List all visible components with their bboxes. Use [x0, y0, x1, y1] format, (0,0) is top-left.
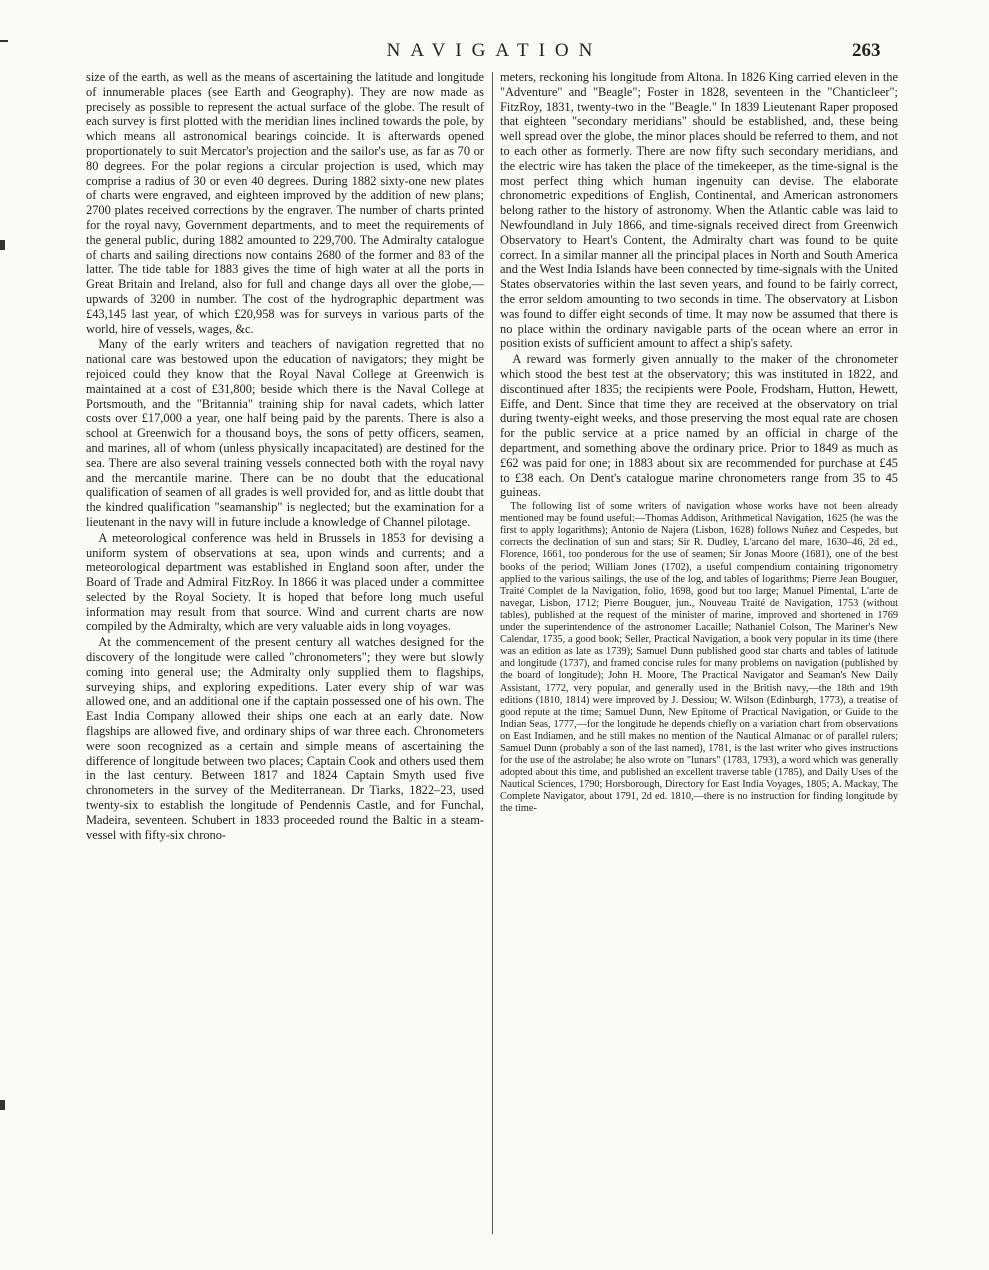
margin-mark [0, 240, 5, 250]
margin-mark [0, 40, 8, 42]
bibliography-note: The following list of some writers of navigation whose works have not been already mentioned may be found useful:—Thomas Addison, Arithmetical Navigation, 1625 (he was the first to apply logarithms); Antonio de Najera (Lisbon, 1628) follows Nuñez and Cespedes, but corrects the declination of sun and stars; Sir R. Dudley, L'arcano del mare, 1630–46, 2d ed., Florence, 1661, too ponderous for the use of seamen; Sir Jonas Moore (1681), one of the best books of the period; William Jones (1702), a useful compendium containing trigonometry applied to the various sailings, the use of the log, and tables of logarithms; Pierre Jean Bouguer, Traité Complet de la Navigation, folio, 1698, good but too large; Manuel Pimental, L'arte de navegar, Lisbon, 1712; Pierre Bouguer, jun., Nouveau Traité de Navigation, 1753 (without tables), published at the request of the minister of marine, improved and shortened in 1769 under the superintendence of the astronomer Lacaille; Nathaniel Colson, The Mariner's New Calendar, 1735, a good book; Seller, Practical Navigation, a book very popular in its time (there was an edition as late as 1739); Samuel Dunn published good star charts and tables of latitude and longitude (1737), and framed concise rules for many problems on navigation (published by the board of longitude); John H. Moore, The Practical Navigator and Seaman's New Daily Assistant, 1772, very popular, and generally used in the British navy,—the 18th and 19th editions (1810, 1814) were improved by J. Dessiou; W. Wilson (Edinburgh, 1773), a treatise of good repute at the time; Samuel Dunn, New Epitome of Practical Navigation, or Guide to the Indian Seas, 1777,—for the longitude he depends chiefly on a variation chart from observations on East Indiamen, and he still makes no mention of the Nautical Almanac or of parallel rulers; Samuel Dunn (probably a son of the last named), 1781, is the last writer who gives instructions for the use of the astrolabe; he also wrote on "lunars" (1783, 1793), a word which was generally adopted about this time, and published an excellent traverse table (1785), and Daily Uses of the Nautical Sciences, 1790; Horsborough, Directory for East India Voyages, 1805; A. Mackay, The Complete Navigator, about 1791, 2d ed. 1810,—there is no instruction for finding longitude by the time- [500, 501, 898, 815]
paragraph: A meteorological conference was held in Brussels in 1853 for devising a uniform system of observations at sea, upon winds and currents; and a meteorological department was established in England soon after, under the Board of Trade and Admiral FitzRoy. In 1866 it was placed under a committee selected by the Royal Society. It is hoped that before long much useful information may result from that source. Wind and current charts are now compiled by the Admiralty, which are very valuable aids in long voyages. [86, 530, 484, 634]
running-head: NAVIGATION [386, 40, 603, 61]
margin-mark [0, 1100, 5, 1110]
right-column [500, 70, 898, 1240]
paragraph: At the commencement of the present century all watches designed for the discovery of the longitude were called "chronometers"; they were but slowly coming into general use; the Admiralty only supplied them to flagships, surveying ships, and exploring expeditions. Later every ship of war was allowed one, and an additional one if the captain possessed one of his own. The East India Company allowed their ships one each at an early date. Now flagships are allowed five, and ordinary ships of war three each. Chronometers were soon recognized as a certain and simple means of ascertaining the difference of longitude between two places; Captain Cook and others used them in the last century. Between 1817 and 1824 Captain Smyth used five chronometers in the survey of the Mediterranean. Dr Tiarks, 1822–23, used twenty-six to establish the longitude of Pendennis Castle, and for Funchal, Madeira, seventeen. Schubert in 1833 proceeded round the Baltic in a steam-vessel with fifty-six chrono- [86, 635, 484, 842]
left-column [86, 70, 484, 1240]
paragraph: Many of the early writers and teachers of navigation regretted that no national care was bestowed upon the education of navigators; they might be rejoiced could they know that the Royal Naval College at Greenwich is maintained at a cost of £31,800; beside which there is the Naval College at Portsmouth, and the "Britannia" training ship for naval cadets, which latter costs over £17,000 a year, one half being paid by the parents. There is also a school at Greenwich for a thousand boys, the sons of petty officers, seamen, and marines, all of whom (unless physically incapacitated) are destined for the sea. There are also several training vessels connected both with the royal navy and the mercantile marine. There can be no doubt that the educational qualification of seamen of all grades is well provided for, and as little doubt that the kindred qualification "seamanship" is neglected; but the examination for a lieutenant in the navy will in future include a knowledge of Channel pilotage. [86, 337, 484, 529]
paragraph: size of the earth, as well as the means of ascertaining the latitude and longitude of innumerable places (see Earth and Geography). They are now made as precisely as possible to represent the actual surface of the globe. The result of each survey is first plotted with the meridian lines inclined towards the pole, by which means all astronomical bearings coincide. It is afterwards opened proportionately to suit Mercator's projection and the sailor's use, as far as 70 or 80 degrees. For the polar regions a circular projection is used, which may comprise a radius of 30 or even 40 degrees. During 1882 sixty-one new plates of charts were engraved, and eighteen improved by the addition of new plans; 2700 plates received corrections by the engraver. The number of charts printed for the royal navy, Government departments, and to meet the requirements of the general public, during 1882 amounted to 229,700. The Admiralty catalogue of charts and sailing directions now contains 2680 of the former and 83 of the latter. The tide table for 1883 gives the time of high water at all the ports in Great Britain and Ireland, also for full and change days all over the globe,—upwards of 3200 in number. The cost of the hydrographic department was £43,145 last year, of which £20,958 was for surveys in various parts of the world, hire of vessels, wages, &c. [86, 70, 484, 336]
column-rule [492, 72, 493, 1234]
page-number: 263 [852, 40, 881, 61]
paragraph: meters, reckoning his longitude from Altona. In 1826 King carried eleven in the "Adventure" and "Beagle"; Foster in 1828, seventeen in the "Chanticleer"; FitzRoy, 1831, twenty-two in the "Beagle." In 1839 Lieutenant Raper proposed that eighteen "secondary meridians" should be established, and, these being well spread over the globe, the minor places should be referred to them, and not to each other as formerly. There are now fifty such secondary meridians, and the electric wire has taken the place of the timekeeper, as the time-signal is the most perfect thing which human ingenuity can devise. The elaborate chronometric expeditions of English, Continental, and American astronomers belong rather to the history of astronomy. When the Atlantic cable was laid to Newfoundland in July 1866, and time-signals received direct from Greenwich Observatory to Heart's Content, the Admiralty chart was found to be quite correct. In a similar manner all the principal places in North and South America and the West India Islands have been connected by time-signals with the United States observatories within the last seven years, and found to be fairly correct, the error seldom amounting to two seconds in time. The observatory at Lisbon was found to differ eight seconds of time. It may now be assumed that there is no place within the ordinary navigable parts of the ocean where an error in position exists of sufficient amount to affect a ship's safety. [500, 70, 898, 351]
paragraph: A reward was formerly given annually to the maker of the chronometer which stood the best test at the observatory; this was instituted in 1822, and discontinued after 1835; the recipients were Poole, Frodsham, Hutton, Hewett, Eiffe, and Dent. Since that time they are received at the observatory on trial during twenty-eight weeks, and those preserving the most equal rate are chosen for the public service at a price named by an official in charge of the department, and something above the ordinary price. Prior to 1849 as much as £62 was paid for one; in 1883 about six are recommended for purchase at £45 to £38 each. On Dent's catalogue marine chronometers range from 35 to 45 guineas. [500, 352, 898, 500]
